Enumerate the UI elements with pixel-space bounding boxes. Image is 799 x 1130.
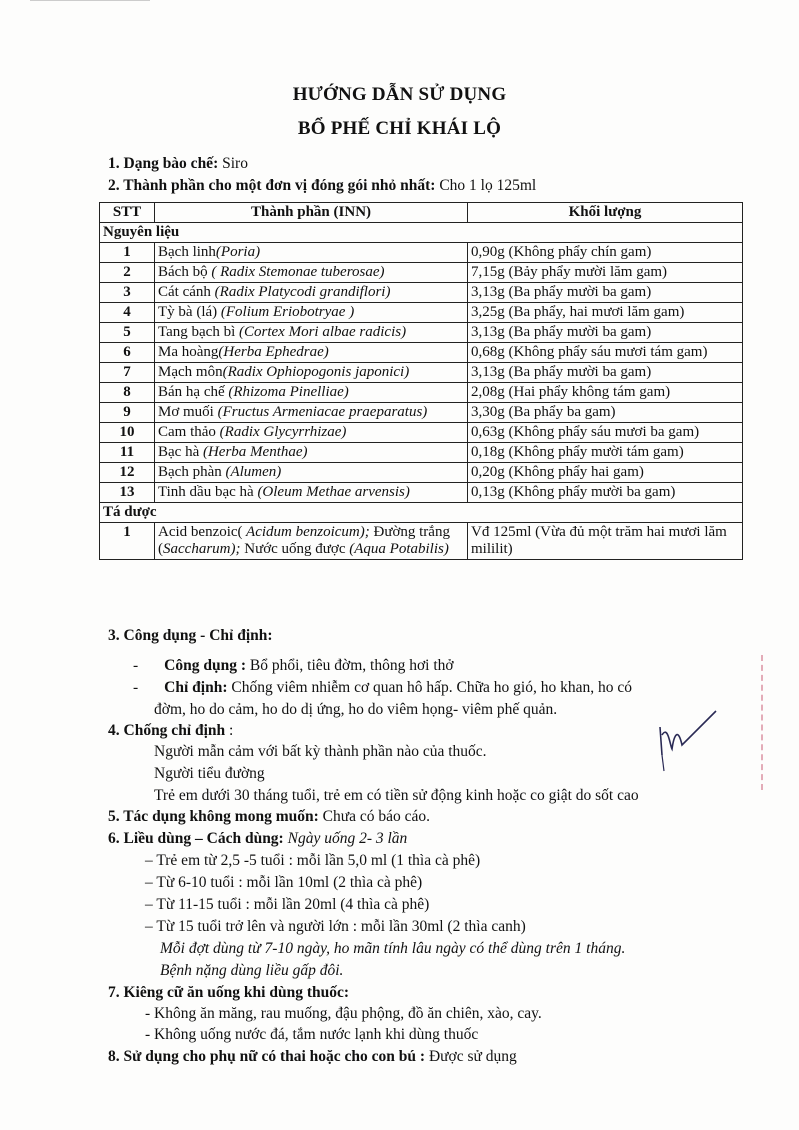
ingredient-name: Bạc hà [158, 444, 203, 460]
group-label: Nguyên liệu [100, 223, 743, 243]
uses-line [133, 657, 454, 675]
row-ingredient [155, 463, 468, 483]
ingredient-name: Bạch linh [158, 244, 216, 260]
row-mass: 7,15g (Bảy phẩy mười lăm gam) [468, 263, 743, 283]
stamp-edge [761, 655, 799, 790]
row-stt: 7 [100, 363, 155, 383]
group-row-raw-materials [100, 223, 743, 243]
header-stt: STT [100, 203, 155, 223]
ingredient-latin: (Radix Platycodi grandiflori) [214, 284, 391, 300]
table-header-row [100, 203, 743, 223]
row-stt: 1 [100, 243, 155, 263]
section-1-value: Siro [222, 155, 248, 172]
ingredient-latin: (Oleum Methae arvensis) [257, 484, 410, 500]
row-mass: 3,13g (Ba phẩy mười ba gam) [468, 283, 743, 303]
row-stt: 8 [100, 383, 155, 403]
table-row [100, 403, 743, 423]
ingredient-latin: (Alumen) [225, 464, 282, 480]
row-mass: 3,25g (Ba phẩy, hai mươi lăm gam) [468, 303, 743, 323]
ingredient-name: Mơ muối [158, 404, 218, 420]
row-stt: 10 [100, 423, 155, 443]
contraindication-2: Người tiểu đường [154, 765, 265, 782]
ingredient-name: Tỳ bà (lá) [158, 304, 221, 320]
section-6-label: 6. Liều dùng – Cách dùng: [108, 830, 284, 847]
group-row-excipients [100, 503, 743, 523]
scan-artifact [30, 0, 150, 11]
header-ingredient: Thành phần (INN) [155, 203, 468, 223]
table-row [100, 263, 743, 283]
row-mass: 0,20g (Không phẩy hai gam) [468, 463, 743, 483]
table-row [100, 463, 743, 483]
row-mass: 2,08g (Hai phẩy không tám gam) [468, 383, 743, 403]
ingredient-name: Ma hoàng [158, 344, 219, 360]
table-row [100, 323, 743, 343]
section-8-value: Được sử dụng [425, 1048, 517, 1065]
row-stt: 1 [100, 523, 155, 560]
uses-label: Công dụng : [164, 657, 247, 674]
ingredient-name: Cát cánh [158, 284, 215, 300]
uses-text: Bổ phổi, tiêu đờm, thông hơi thở [246, 657, 454, 674]
row-mass: Vđ 125ml (Vừa đủ một trăm hai mươi lăm mililit) [468, 523, 743, 560]
table-row [100, 523, 743, 560]
contraindication-3: Trẻ em dưới 30 tháng tuổi, trẻ em có tiền sử động kinh hoặc co giật do sốt cao [154, 787, 639, 804]
section-2-value: Cho 1 lọ 125ml [439, 177, 537, 194]
indication-text-2: đờm, ho do cảm, ho do dị ứng, ho do viêm họng- viêm phế quản. [154, 701, 558, 718]
indication-label: Chỉ định: [164, 679, 228, 696]
row-ingredient [155, 483, 468, 503]
dosage-note-2: Bệnh nặng dùng liều gấp đôi. [160, 962, 344, 979]
indication-text-1: Chống viêm nhiễm cơ quan hô hấp. Chữa ho gió, ho khan, ho có [227, 679, 632, 696]
section-7-label: 7. Kiêng cữ ăn uống khi dùng thuốc: [108, 984, 350, 1001]
ingredient-latin: (Radix Glycyrrhizae) [219, 424, 347, 440]
signature [654, 705, 724, 775]
section-5 [108, 808, 430, 826]
ingredient-name: Mạch môn [158, 364, 223, 380]
section-1-label: 1. Dạng bào chế: [108, 155, 219, 172]
group-label: Tá dược [100, 503, 743, 523]
section-2 [108, 177, 536, 195]
row-ingredient [155, 423, 468, 443]
section-4-label: 4. Chống chỉ định [108, 722, 226, 739]
excipient-text: Acid benzoic( [158, 524, 243, 540]
ingredient-latin: (Radix Ophiopogonis japonici) [222, 364, 410, 380]
section-3-label: 3. Công dụng - Chỉ định: [108, 627, 273, 644]
dosage-line-3: – Từ 11-15 tuổi : mỗi lần 20ml (4 thìa cà phê) [145, 896, 430, 913]
row-stt: 11 [100, 443, 155, 463]
row-mass: 0,18g (Không phẩy mười tám gam) [468, 443, 743, 463]
row-stt: 6 [100, 343, 155, 363]
ingredient-name: Tang bạch bì [158, 324, 240, 340]
section-6-value: Ngày uống 2- 3 lần [283, 830, 408, 847]
row-ingredient [155, 443, 468, 463]
row-mass: 0,68g (Không phẩy sáu mươi tám gam) [468, 343, 743, 363]
dosage-line-1: – Trẻ em từ 2,5 -5 tuổi : mỗi lần 5,0 ml (1 thìa cà phê) [145, 852, 481, 869]
contraindication-1: Người mẫn cảm với bất kỳ thành phần nào của thuốc. [154, 743, 487, 760]
table-row [100, 443, 743, 463]
diet-line-1: - Không ăn măng, rau muống, đậu phộng, đồ ăn chiên, xào, cay. [145, 1005, 542, 1022]
table-row [100, 343, 743, 363]
ingredient-latin: (Herba Ephedrae) [218, 344, 329, 360]
table-row [100, 243, 743, 263]
row-ingredient [155, 403, 468, 423]
excipient-text: Đường trắng ( [158, 524, 450, 557]
row-ingredient [155, 243, 468, 263]
composition-table [99, 202, 743, 560]
ingredient-latin: (Fructus Armeniacae praeparatus) [217, 404, 428, 420]
dosage-line-2: – Từ 6-10 tuổi : mỗi lần 10ml (2 thìa cà phê) [145, 874, 423, 891]
row-mass: 0,63g (Không phẩy sáu mươi ba gam) [468, 423, 743, 443]
row-ingredient [155, 383, 468, 403]
table-row [100, 423, 743, 443]
excipient-text: Nước uống được [240, 541, 350, 557]
row-stt: 12 [100, 463, 155, 483]
row-stt: 4 [100, 303, 155, 323]
ingredient-latin: ( Radix Stemonae tuberosae) [211, 264, 385, 280]
table-row [100, 383, 743, 403]
dosage-line-4: – Từ 15 tuổi trở lên và người lớn : mỗi lần 30ml (2 thìa canh) [145, 918, 526, 935]
section-1 [108, 155, 248, 173]
product-name: BỔ PHẾ CHỈ KHÁI LỘ [297, 118, 502, 139]
section-5-value: Chưa có báo cáo. [318, 808, 431, 825]
excipient-latin: Acidum benzoicum); [242, 524, 370, 540]
indication-line [133, 679, 632, 697]
row-stt: 9 [100, 403, 155, 423]
ingredient-latin: (Folium Eriobotryae ) [220, 304, 355, 320]
section-6 [108, 830, 407, 848]
header-mass: Khối lượng [468, 203, 743, 223]
table-row [100, 363, 743, 383]
dosage-note-1: Mỗi đợt dùng từ 7-10 ngày, ho mãn tính lâu ngày có thể dùng trên 1 tháng. [160, 940, 626, 957]
ingredient-latin: (Cortex Mori albae radicis) [239, 324, 407, 340]
section-5-label: 5. Tác dụng không mong muốn: [108, 808, 319, 825]
section-4 [108, 722, 233, 740]
ingredient-latin: (Herba Menthae) [202, 444, 308, 460]
row-ingredient [155, 363, 468, 383]
row-ingredient [155, 283, 468, 303]
row-ingredient [155, 323, 468, 343]
row-mass: 3,13g (Ba phẩy mười ba gam) [468, 363, 743, 383]
row-stt: 13 [100, 483, 155, 503]
row-ingredient [155, 343, 468, 363]
ingredient-latin: (Rhizoma Pinelliae) [228, 384, 349, 400]
table-row [100, 483, 743, 503]
row-ingredient [155, 263, 468, 283]
list-bullet: - [133, 679, 139, 696]
ingredient-name: Bán hạ chế [158, 384, 229, 400]
row-stt: 3 [100, 283, 155, 303]
section-8-label: 8. Sử dụng cho phụ nữ có thai hoặc cho con bú : [108, 1048, 426, 1065]
doc-title: HƯỚNG DẪN SỬ DỤNG [292, 84, 507, 105]
ingredient-name: Cam thảo [158, 424, 220, 440]
row-stt: 2 [100, 263, 155, 283]
table-row [100, 303, 743, 323]
section-2-label: 2. Thành phần cho một đơn vị đóng gói nhỏ nhất: [108, 177, 436, 194]
section-8 [108, 1048, 517, 1066]
table-row [100, 283, 743, 303]
row-stt: 5 [100, 323, 155, 343]
ingredient-latin: (Poria) [215, 244, 261, 260]
row-ingredient [155, 523, 468, 560]
excipient-latin: Saccharum); [163, 541, 241, 557]
ingredient-name: Bạch phàn [158, 464, 226, 480]
row-ingredient [155, 303, 468, 323]
diet-line-2: - Không uống nước đá, tắm nước lạnh khi dùng thuốc [145, 1026, 479, 1043]
row-mass: 3,30g (Ba phẩy ba gam) [468, 403, 743, 423]
ingredient-name: Tinh dầu bạc hà [158, 484, 258, 500]
section-4-colon: : [225, 722, 234, 739]
row-mass: 3,13g (Ba phẩy mười ba gam) [468, 323, 743, 343]
list-bullet: - [133, 657, 139, 674]
row-mass: 0,13g (Không phẩy mười ba gam) [468, 483, 743, 503]
excipient-latin: (Aqua Potabilis) [349, 541, 449, 557]
ingredient-name: Bách bộ [158, 264, 212, 280]
row-mass: 0,90g (Không phẩy chín gam) [468, 243, 743, 263]
